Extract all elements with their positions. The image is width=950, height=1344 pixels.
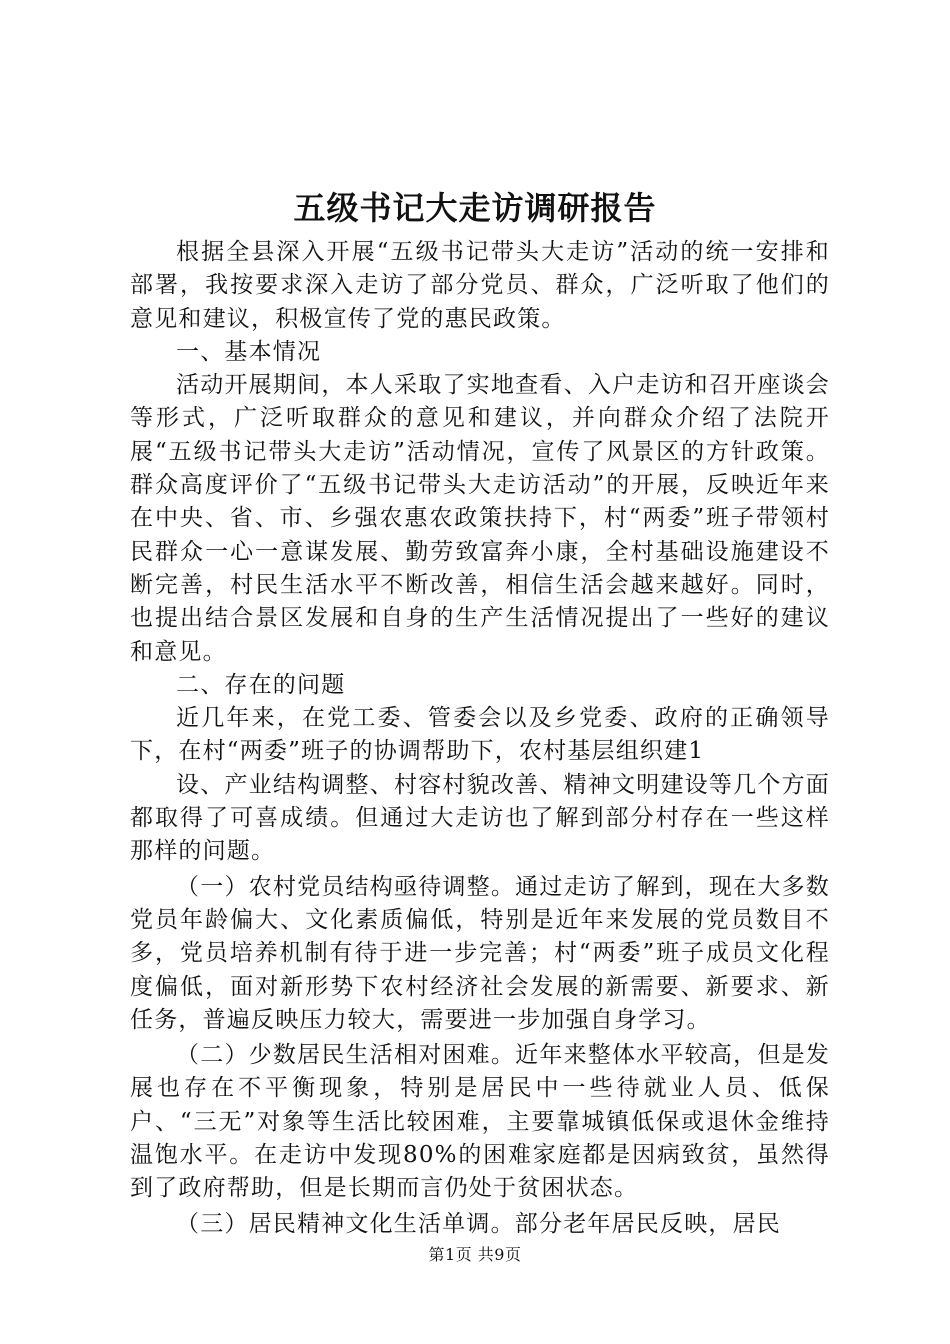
- page-footer: 第1页 共9页: [428, 1245, 522, 1264]
- section-heading-basic: 一、基本情况: [176, 338, 322, 365]
- paragraph-problem-2: （二）少数居民生活相对困难。近年来整体水平较高，但是发展也存在不平衡现象，特别是居民中一些待就业人员、低保户、“三无”对象等生活比较困难，主要靠城镇低保或退休金维持温饱水平。在走访中发现80%的困难家庭都是因病致贫，虽然得到了政府帮助，但是长期而言仍处于贫困状态。: [130, 1042, 830, 1202]
- paragraph-intro: 根据全县深入开展“五级书记带头大走访”活动的统一安排和部署，我按要求深入走访了部分党员、群众，广泛听取了他们的意见和建议，积极宣传了党的惠民政策。: [130, 239, 830, 332]
- paragraph-basic-situation: 活动开展期间，本人采取了实地查看、入户走访和召开座谈会等形式，广泛听取群众的意见和建议，并向群众介绍了法院开展“五级书记带头大走访”活动情况，宣传了风景区的方针政策。群众高度评价了“五级书记带头大走访活动”的开展，反映近年来在中央、省、市、乡强农惠农政策扶持下，村“两委”班子带领村民群众一心一意谋发展、勤劳致富奔小康，全村基础设施建设不断完善，村民生活水平不断改善，相信生活会越来越好。同时，也提出结合景区发展和自身的生产生活情况提出了一些好的建议和意见。: [130, 372, 830, 665]
- paragraph-problems-part1: 近几年来，在党工委、管委会以及乡党委、政府的正确领导下，在村“两委”班子的协调帮助下，农村基层组织建1: [130, 705, 830, 765]
- paragraph-problem-3: （三）居民精神文化生活单调。部分老年居民反映，居民: [176, 1210, 781, 1237]
- section-heading-problems: 二、存在的问题: [176, 671, 346, 698]
- document-body: [130, 236, 830, 1241]
- paragraph-problems-part2: 设、产业结构调整、村容村貌改善、精神文明建设等几个方面都取得了可喜成绩。但通过大走访也了解到部分村存在一些这样那样的问题。: [130, 771, 830, 865]
- document-title: 五级书记大走访调研报告: [293, 189, 657, 227]
- paragraph-problem-1: （一）农村党员结构亟待调整。通过走访了解到，现在大多数党员年龄偏大、文化素质偏低，特别是近年来发展的党员数目不多，党员培养机制有待于进一步完善；村“两委”班子成员文化程度偏低，面对新形势下农村经济社会发展的新需要、新要求、新任务，普遍反映压力较大，需要进一步加强自身学习。: [130, 873, 830, 1033]
